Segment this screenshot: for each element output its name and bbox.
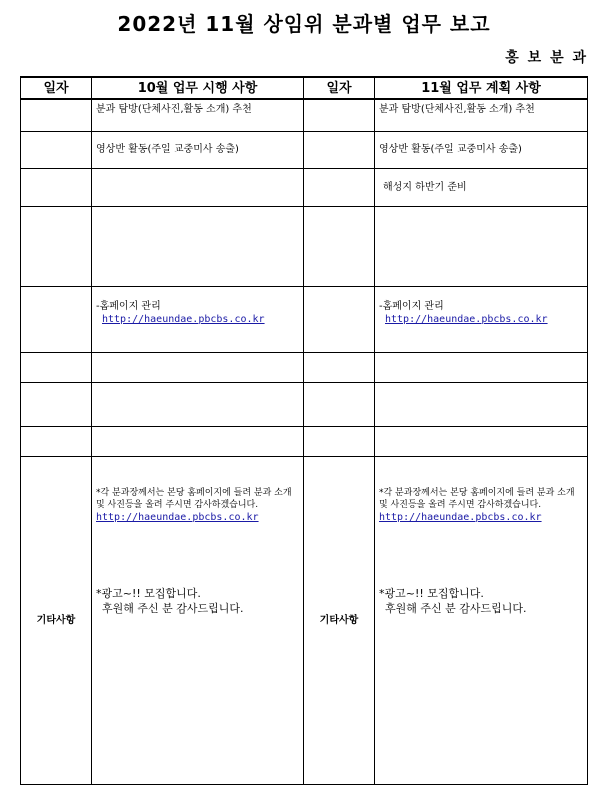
date-cell — [21, 206, 92, 286]
october-item-2: 영상반 활동(주일 교중미사 송출) — [96, 143, 239, 155]
report-title: 2022년 11월 상임위 분과별 업무 보고 — [117, 12, 491, 36]
date-cell — [21, 352, 92, 382]
header-row — [21, 77, 588, 99]
table-row — [21, 352, 588, 382]
header-date-right: 일자 — [304, 77, 375, 99]
october-item-cell — [92, 131, 304, 168]
october-item-cell — [92, 206, 304, 286]
header-october: 10월 업무 시행 사항 — [92, 77, 304, 99]
date-cell — [21, 99, 92, 131]
october-item-cell — [92, 352, 304, 382]
november-item-cell — [375, 99, 588, 131]
november-item-cell — [375, 352, 588, 382]
date-cell — [21, 382, 92, 426]
october-notice-text: *각 분과장께서는 본당 홈페이지에 들려 분과 소개 및 사진등을 올려 주시면 감사하겠습니다. — [96, 487, 292, 510]
department-name: 홍 보 분 과 — [505, 50, 588, 66]
november-item-2: 영상반 활동(주일 교중미사 송출) — [379, 143, 522, 155]
table-row — [21, 206, 588, 286]
date-cell — [304, 168, 375, 206]
table-row — [21, 168, 588, 206]
november-ad-line-2: 후원해 주신 분 감사드립니다. — [385, 601, 527, 615]
date-cell — [304, 426, 375, 456]
november-item-cell — [375, 131, 588, 168]
table-row — [21, 131, 588, 168]
november-etc-cell — [375, 456, 588, 784]
october-item-1: 분과 탐방(단체사진,활동 소개) 추천 — [96, 104, 252, 115]
header-date-left: 일자 — [21, 77, 92, 99]
table-row — [21, 99, 588, 131]
date-cell — [21, 426, 92, 456]
november-item-cell — [375, 206, 588, 286]
etc-label-right: 기타사항 — [304, 456, 375, 784]
november-item-cell — [375, 426, 588, 456]
october-ad-line-1: *광고~!! 모집합니다. — [96, 586, 201, 600]
november-homepage-title: -홈페이지 관리 — [379, 300, 444, 312]
october-homepage-cell — [92, 286, 304, 352]
date-cell — [21, 286, 92, 352]
date-cell — [304, 286, 375, 352]
october-item-cell — [92, 382, 304, 426]
october-homepage-title: -홈페이지 관리 — [96, 300, 161, 312]
date-cell — [21, 168, 92, 206]
date-cell — [304, 352, 375, 382]
november-item-cell — [375, 168, 588, 206]
november-homepage-link[interactable]: http://haeundae.pbcbs.co.kr — [385, 313, 548, 325]
date-cell — [21, 131, 92, 168]
november-item-cell — [375, 382, 588, 426]
november-notice-link[interactable]: http://haeundae.pbcbs.co.kr — [379, 511, 542, 523]
date-cell — [304, 99, 375, 131]
table-row — [21, 426, 588, 456]
header-november: 11월 업무 계획 사항 — [375, 77, 588, 99]
october-etc-cell — [92, 456, 304, 784]
october-ad-line-2: 후원해 주신 분 감사드립니다. — [102, 601, 244, 615]
november-notice-text: *각 분과장께서는 본당 홈페이지에 들려 분과 소개 및 사진등을 올려 주시면 감사하겠습니다. — [379, 487, 575, 510]
november-item-3: 해성지 하반기 준비 — [383, 181, 467, 193]
table-row — [21, 382, 588, 426]
october-item-cell — [92, 168, 304, 206]
date-cell — [304, 382, 375, 426]
date-cell — [304, 131, 375, 168]
october-homepage-link[interactable]: http://haeundae.pbcbs.co.kr — [102, 313, 265, 325]
date-cell — [304, 206, 375, 286]
report-table — [20, 76, 588, 785]
november-ad-line-1: *광고~!! 모집합니다. — [379, 586, 484, 600]
october-item-cell — [92, 426, 304, 456]
etc-label-left: 기타사항 — [21, 456, 92, 784]
etc-row — [21, 456, 588, 784]
table-row — [21, 286, 588, 352]
october-item-cell — [92, 99, 304, 131]
october-notice-link[interactable]: http://haeundae.pbcbs.co.kr — [96, 511, 259, 523]
november-item-1: 분과 탐방(단체사진,활동 소개) 추천 — [379, 104, 535, 115]
november-homepage-cell — [375, 286, 588, 352]
